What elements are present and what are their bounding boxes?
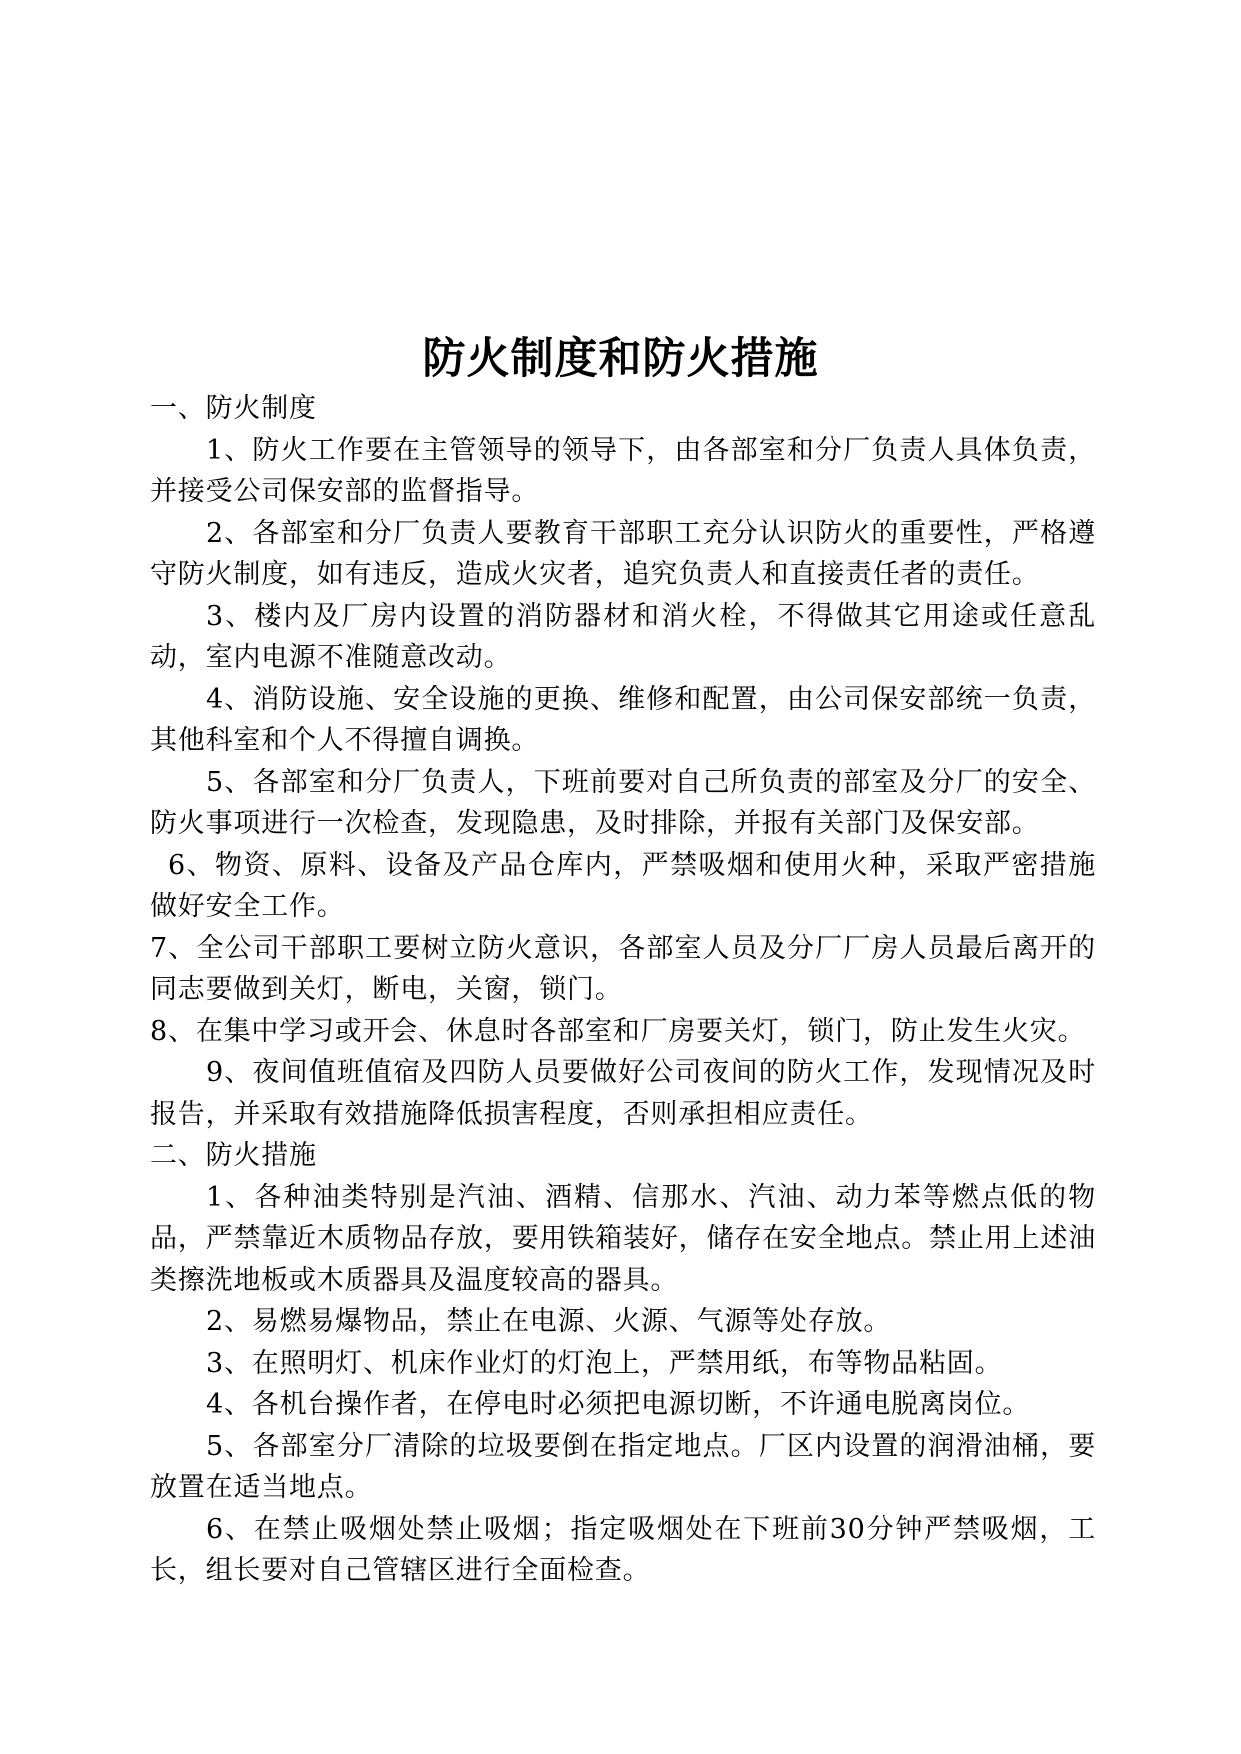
- document-title: 防火制度和防火措施: [422, 333, 819, 384]
- paragraph: 1、各种油类特别是汽油、酒精、信那水、汽油、动力苯等燃点低的物品，严禁靠近木质物品存放，要用铁箱装好，储存在安全地点。禁止用上述油类擦洗地板或木质器具及温度较高的器具。: [150, 1181, 1096, 1296]
- paragraph: 9、夜间值班值宿及四防人员要做好公司夜间的防火工作，发现情况及时报告，并采取有效措施降低损害程度，否则承担相应责任。: [150, 1057, 1096, 1130]
- paragraph: 5、各部室和分厂负责人，下班前要对自己所负责的部室及分厂的安全、防火事项进行一次检查，发现隐患，及时排除，并报有关部门及保安部。: [150, 766, 1096, 839]
- section-heading-fire-system: 一、防火制度: [150, 393, 317, 424]
- paragraph: 6、物资、原料、设备及产品仓库内，严禁吸烟和使用火种，采取严密措施做好安全工作。: [150, 849, 1096, 922]
- paragraph: 3、楼内及厂房内设置的消防器材和消火栓，不得做其它用途或任意乱动，室内电源不准随意改动。: [150, 600, 1096, 673]
- paragraph: 1、防火工作要在主管领导的领导下，由各部室和分厂负责人具体负责，并接受公司保安部的监督指导。: [150, 434, 1096, 507]
- paragraph: 7、全公司干部职工要树立防火意识，各部室人员及分厂厂房人员最后离开的同志要做到关灯，断电，关窗，锁门。: [150, 932, 1096, 1005]
- paragraph: 2、各部室和分厂负责人要教育干部职工充分认识防火的重要性，严格遵守防火制度，如有违反，造成火灾者，追究负责人和直接责任者的责任。: [150, 517, 1096, 590]
- paragraph: 4、消防设施、安全设施的更换、维修和配置，由公司保安部统一负责，其他科室和个人不得擅自调换。: [150, 683, 1096, 756]
- section-heading-fire-measures: 二、防火措施: [150, 1140, 317, 1171]
- paragraph: 4、各机台操作者，在停电时必须把电源切断，不许通电脱离岗位。: [206, 1389, 1031, 1420]
- document-body: [150, 388, 1096, 1592]
- paragraph: 2、易燃易爆物品，禁止在电源、火源、气源等处存放。: [206, 1306, 892, 1337]
- paragraph: 8、在集中学习或开会、休息时各部室和厂房要关灯，锁门，防止发生火灾。: [150, 1015, 1086, 1047]
- paragraph: 5、各部室分厂清除的垃圾要倒在指定地点。厂区内设置的润滑油桶，要放置在适当地点。: [150, 1430, 1096, 1503]
- paragraph: 6、在禁止吸烟处禁止吸烟；指定吸烟处在下班前30分钟严禁吸烟，工长，组长要对自己管辖区进行全面检查。: [150, 1513, 1096, 1586]
- paragraph: 3、在照明灯、机床作业灯的灯泡上，严禁用纸，布等物品粘固。: [206, 1347, 1003, 1379]
